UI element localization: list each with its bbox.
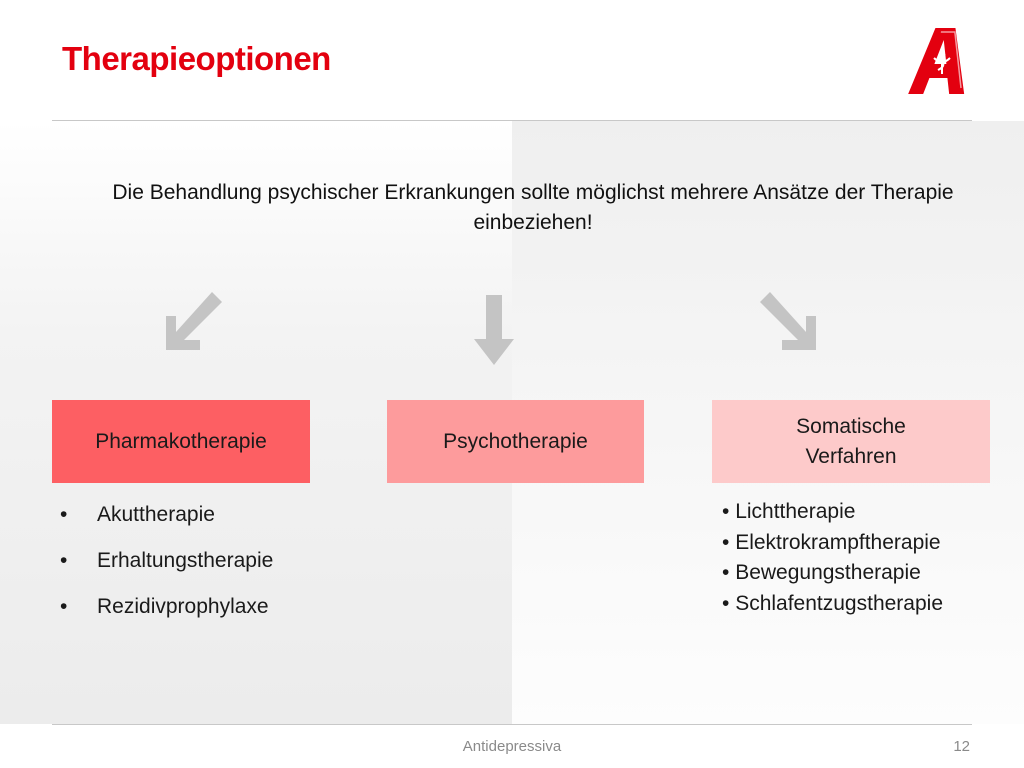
list-item xyxy=(722,528,943,559)
pharmakotherapie-label: Pharmakotherapie xyxy=(95,429,267,453)
bullet-icon: • xyxy=(60,503,68,526)
list-item xyxy=(722,497,943,528)
list-item-text: Lichttherapie xyxy=(735,500,856,523)
somatische-verfahren-list xyxy=(722,497,943,619)
arrow-down-right-icon xyxy=(756,288,822,354)
bullet-icon: • xyxy=(722,591,736,615)
bullet-icon: • xyxy=(722,500,736,523)
list-item xyxy=(60,592,273,638)
somatische-verfahren-box xyxy=(712,400,990,483)
list-item xyxy=(722,558,943,589)
intro-text: Die Behandlung psychischer Erkrankungen sollte möglichst mehrere Ansätze der Therapie einbeziehen! xyxy=(112,181,954,234)
list-item-text: Rezidivprophylaxe xyxy=(97,595,269,618)
list-item-text: Elektrokrampftherapie xyxy=(735,530,941,554)
list-item-text: Erhaltungstherapie xyxy=(97,549,274,572)
somatische-verfahren-label: Somatische Verfahren xyxy=(796,414,906,468)
arrow-down-left-icon xyxy=(160,288,226,354)
list-item-text: Schlafentzugstherapie xyxy=(735,591,943,615)
psychotherapie-label: Psychotherapie xyxy=(443,429,588,453)
arrow-down-icon xyxy=(472,295,516,367)
list-item-text: Bewegungstherapie xyxy=(735,561,921,584)
footer-label: Antidepressiva xyxy=(462,738,562,755)
apotheke-a-logo-icon xyxy=(905,24,981,100)
list-item-text: Akuttherapie xyxy=(97,503,215,526)
bottom-divider xyxy=(52,724,972,725)
bullet-icon: • xyxy=(60,595,68,618)
psychotherapie-box xyxy=(387,400,644,483)
page-number: 12 xyxy=(953,738,970,755)
slide-title: Therapieoptionen xyxy=(62,40,331,77)
bullet-icon: • xyxy=(722,561,736,584)
list-item xyxy=(722,589,943,620)
top-divider xyxy=(52,120,972,121)
list-item xyxy=(60,546,273,592)
bullet-icon: • xyxy=(60,549,68,572)
bullet-icon: • xyxy=(722,530,736,554)
list-item xyxy=(60,500,273,546)
pharmakotherapie-list xyxy=(60,500,273,638)
pharmakotherapie-box xyxy=(52,400,310,483)
